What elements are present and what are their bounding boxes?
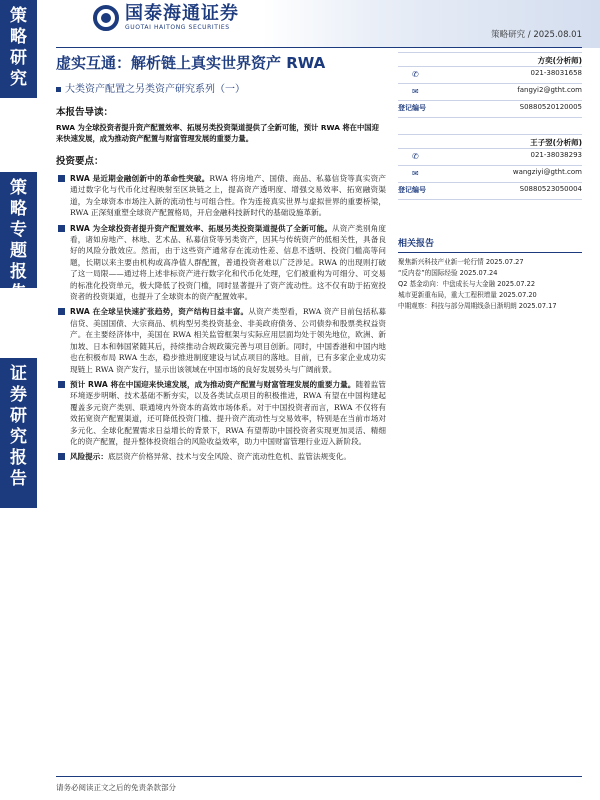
- side-label-char: 策: [10, 178, 27, 198]
- logo-en: GUOTAI HAITONG SECURITIES: [125, 24, 230, 31]
- points-heading: 投资要点：: [56, 156, 104, 167]
- side-label-char: 略: [10, 27, 27, 47]
- side-label-char: 报: [10, 448, 27, 468]
- square-bullet-icon: [58, 453, 65, 460]
- analyst-email[interactable]: fangyi2@gtht.com: [517, 86, 582, 94]
- investment-point: [56, 451, 386, 462]
- side-label-char: 研: [10, 48, 27, 68]
- point-lead: RWA 在全球呈快速扩张趋势，资产结构日益丰富。: [70, 307, 249, 317]
- investment-point: [56, 379, 386, 447]
- cert-label: 登记编号: [398, 104, 426, 112]
- related-report-item[interactable]: “反内卷”的国际经验 2025.07.24: [398, 269, 498, 277]
- footer-divider: [56, 776, 582, 777]
- disclaimer-footer: 请务必阅读正文之后的免责条款部分: [56, 783, 176, 792]
- point-body: RWA 将房地产、国债、商品、私募信贷等真实资产通过数字化与代币化过程映射至区块链之上，提高资产透明度、增强交易效率、拓宽融资渠道，为全球资本市场注入新的流动性与可组合性。作为连接真实世界与虚拟世界的重要桥梁，RWA 正深刻重塑全球资产配置格局，开启金融科技新时代的基础设施革新。: [70, 174, 386, 218]
- logo-mark-icon: [93, 5, 119, 31]
- email-icon: ✉: [412, 87, 419, 96]
- analyst-card: [398, 134, 582, 202]
- analyst-name: 王子翌(分析师): [530, 138, 582, 147]
- side-label-char: 告: [10, 469, 27, 489]
- side-label-char: 题: [10, 241, 27, 261]
- analyst-phone: 021-38031658: [530, 69, 582, 77]
- side-label-char: 告: [10, 283, 27, 303]
- related-report-item[interactable]: 聚焦新兴科技产业新一轮行情 2025.07.27: [398, 258, 524, 266]
- report-subtitle: [56, 80, 245, 95]
- cert-label: 登记编号: [398, 186, 426, 194]
- side-label-char: 券: [10, 385, 27, 405]
- phone-icon: ✆: [412, 152, 419, 161]
- side-label-char: 专: [10, 220, 27, 240]
- point-body: 底层资产价格异常、技术与安全风险、资产流动性危机、监管法规变化。: [107, 452, 351, 462]
- investment-point: [56, 223, 386, 303]
- analyst-email[interactable]: wangziyi@gtht.com: [512, 168, 582, 176]
- report-meta: 策略研究 / 2025.08.01: [491, 30, 582, 40]
- side-bar: [0, 0, 37, 800]
- header-divider: [56, 47, 582, 48]
- related-report-item[interactable]: Q2 基金动向：中盘成长与大金融 2025.07.22: [398, 280, 536, 288]
- investment-point: [56, 306, 386, 374]
- analyst-cert: S0880520120005: [519, 103, 582, 111]
- guide-heading: 本报告导读：: [56, 107, 114, 118]
- point-body: 从资产类别角度看，诸如房地产、林地、艺术品、私募信贷等另类资产，因其与传统资产的低相关性，具备良好的风险分散效应。然而，由于这些资产通常存在流动性差、信息不透明、投资门槛高等问题，长期以来主要由机构或高净值人群配置，普通投资者难以广泛涉足。RWA 的出现则打破了这一局限——通过将上述非标资产进行数字化和代币化处理，它们被重构为可细分、可交易的标准化投资单元，极大降低了投资门槛，同时显著提升了资产流动性。这不仅有助于拓宽投资者的投资渠道，也提升了全球资本的资产配置效率。: [70, 223, 386, 302]
- side-label-char: 究: [10, 69, 27, 89]
- point-lead: 风险提示：: [70, 452, 108, 462]
- side-label-char: 证: [10, 364, 27, 384]
- phone-icon: ✆: [412, 70, 419, 79]
- square-bullet-icon: [56, 87, 61, 92]
- related-reports: [398, 236, 582, 312]
- side-label-strategy-research: [0, 0, 37, 98]
- side-label-char: 究: [10, 427, 27, 447]
- side-label-char: 略: [10, 199, 27, 219]
- company-logo: [93, 4, 239, 32]
- subtitle-text: 大类资产配置之另类资产研究系列（一）: [65, 84, 245, 95]
- logo-cn: 国泰海通证券: [125, 3, 239, 24]
- side-label-strategy-report: [0, 172, 37, 303]
- point-lead: RWA 为全球投资者提升资产配置效率、拓展另类投资渠道提供了全新可能。: [70, 223, 333, 233]
- point-lead: 预计 RWA 将在中国迎来快速发展，成为推动资产配置与财富管理发展的重要力量。: [70, 379, 356, 389]
- side-label-securities-report: [0, 358, 37, 508]
- side-label-char: 报: [10, 262, 27, 282]
- side-label-char: 研: [10, 406, 27, 426]
- page-header: [37, 0, 600, 48]
- point-body: 从资产类型看，RWA 资产目前包括私募信贷、美国国债、大宗商品、机构型另类投资基金、非美政府债务、公司债券和股票类权益资产。在主要经济体中，美国在 RWA 相关监管框架与实际应用层面均处于领先地位，欧洲、新加坡、日本和韩国紧随其后，持续推动合规政策完善与项目创新。同时，中国香港和中国内地也在积极布局 RWA 生态，稳步推进制度建设与试点项目的落地。目前，已有多家企业成功实现链上 RWA 资产发行，显示出该领域在中国市场的良好发展势头与广阔前景。: [70, 307, 386, 374]
- analyst-panel: [398, 52, 582, 216]
- analyst-name: 方奕(分析师): [537, 56, 582, 65]
- related-heading: 相关报告: [398, 236, 582, 253]
- email-icon: ✉: [412, 169, 419, 178]
- analyst-phone: 021-38038293: [530, 151, 582, 159]
- square-bullet-icon: [58, 175, 65, 182]
- square-bullet-icon: [58, 381, 65, 388]
- investment-point: [56, 173, 386, 219]
- related-report-item[interactable]: 城市更新重布局，重大工程积增量 2025.07.20: [398, 291, 537, 299]
- guide-text: RWA 为全球投资者提升资产配置效率、拓展另类投资渠道提供了全新可能，预计 RWA 将在中国迎来快速发展，成为推动资产配置与财富管理发展的重要力量。: [56, 123, 379, 143]
- analyst-cert: S0880523050004: [519, 185, 582, 193]
- point-lead: RWA 是近期金融创新中的革命性突破。: [70, 174, 210, 183]
- analyst-card: [398, 52, 582, 120]
- square-bullet-icon: [58, 308, 65, 315]
- square-bullet-icon: [58, 225, 65, 232]
- main-content: [56, 104, 386, 467]
- report-title: 虚实互通：解析链上真实世界资产 RWA: [56, 54, 326, 72]
- point-body: 随着监管环境逐步明晰、技术基础不断夯实，以及各类试点项目的积极推进，RWA 有望在中国构建起覆盖多元资产类别、联通境内外资本的高效市场体系。对于中国投资者而言，RWA 不仅将有效拓宽资产配置渠道，还可降低投资门槛、提升资产流动性与交易效率，特别是在当前市场对多元化、全球化配置需求日益增长的背景下，RWA 有望帮助中国投资者实现更加灵活、精细化的资产配置，提升整体投资组合的风险收益效率，助力中国财富管理行业迈入新阶段。: [70, 379, 386, 446]
- side-label-char: 策: [10, 6, 27, 26]
- related-report-item[interactable]: 中期观察：科技与部分周期线条日渐明朗 2025.07.17: [398, 302, 557, 310]
